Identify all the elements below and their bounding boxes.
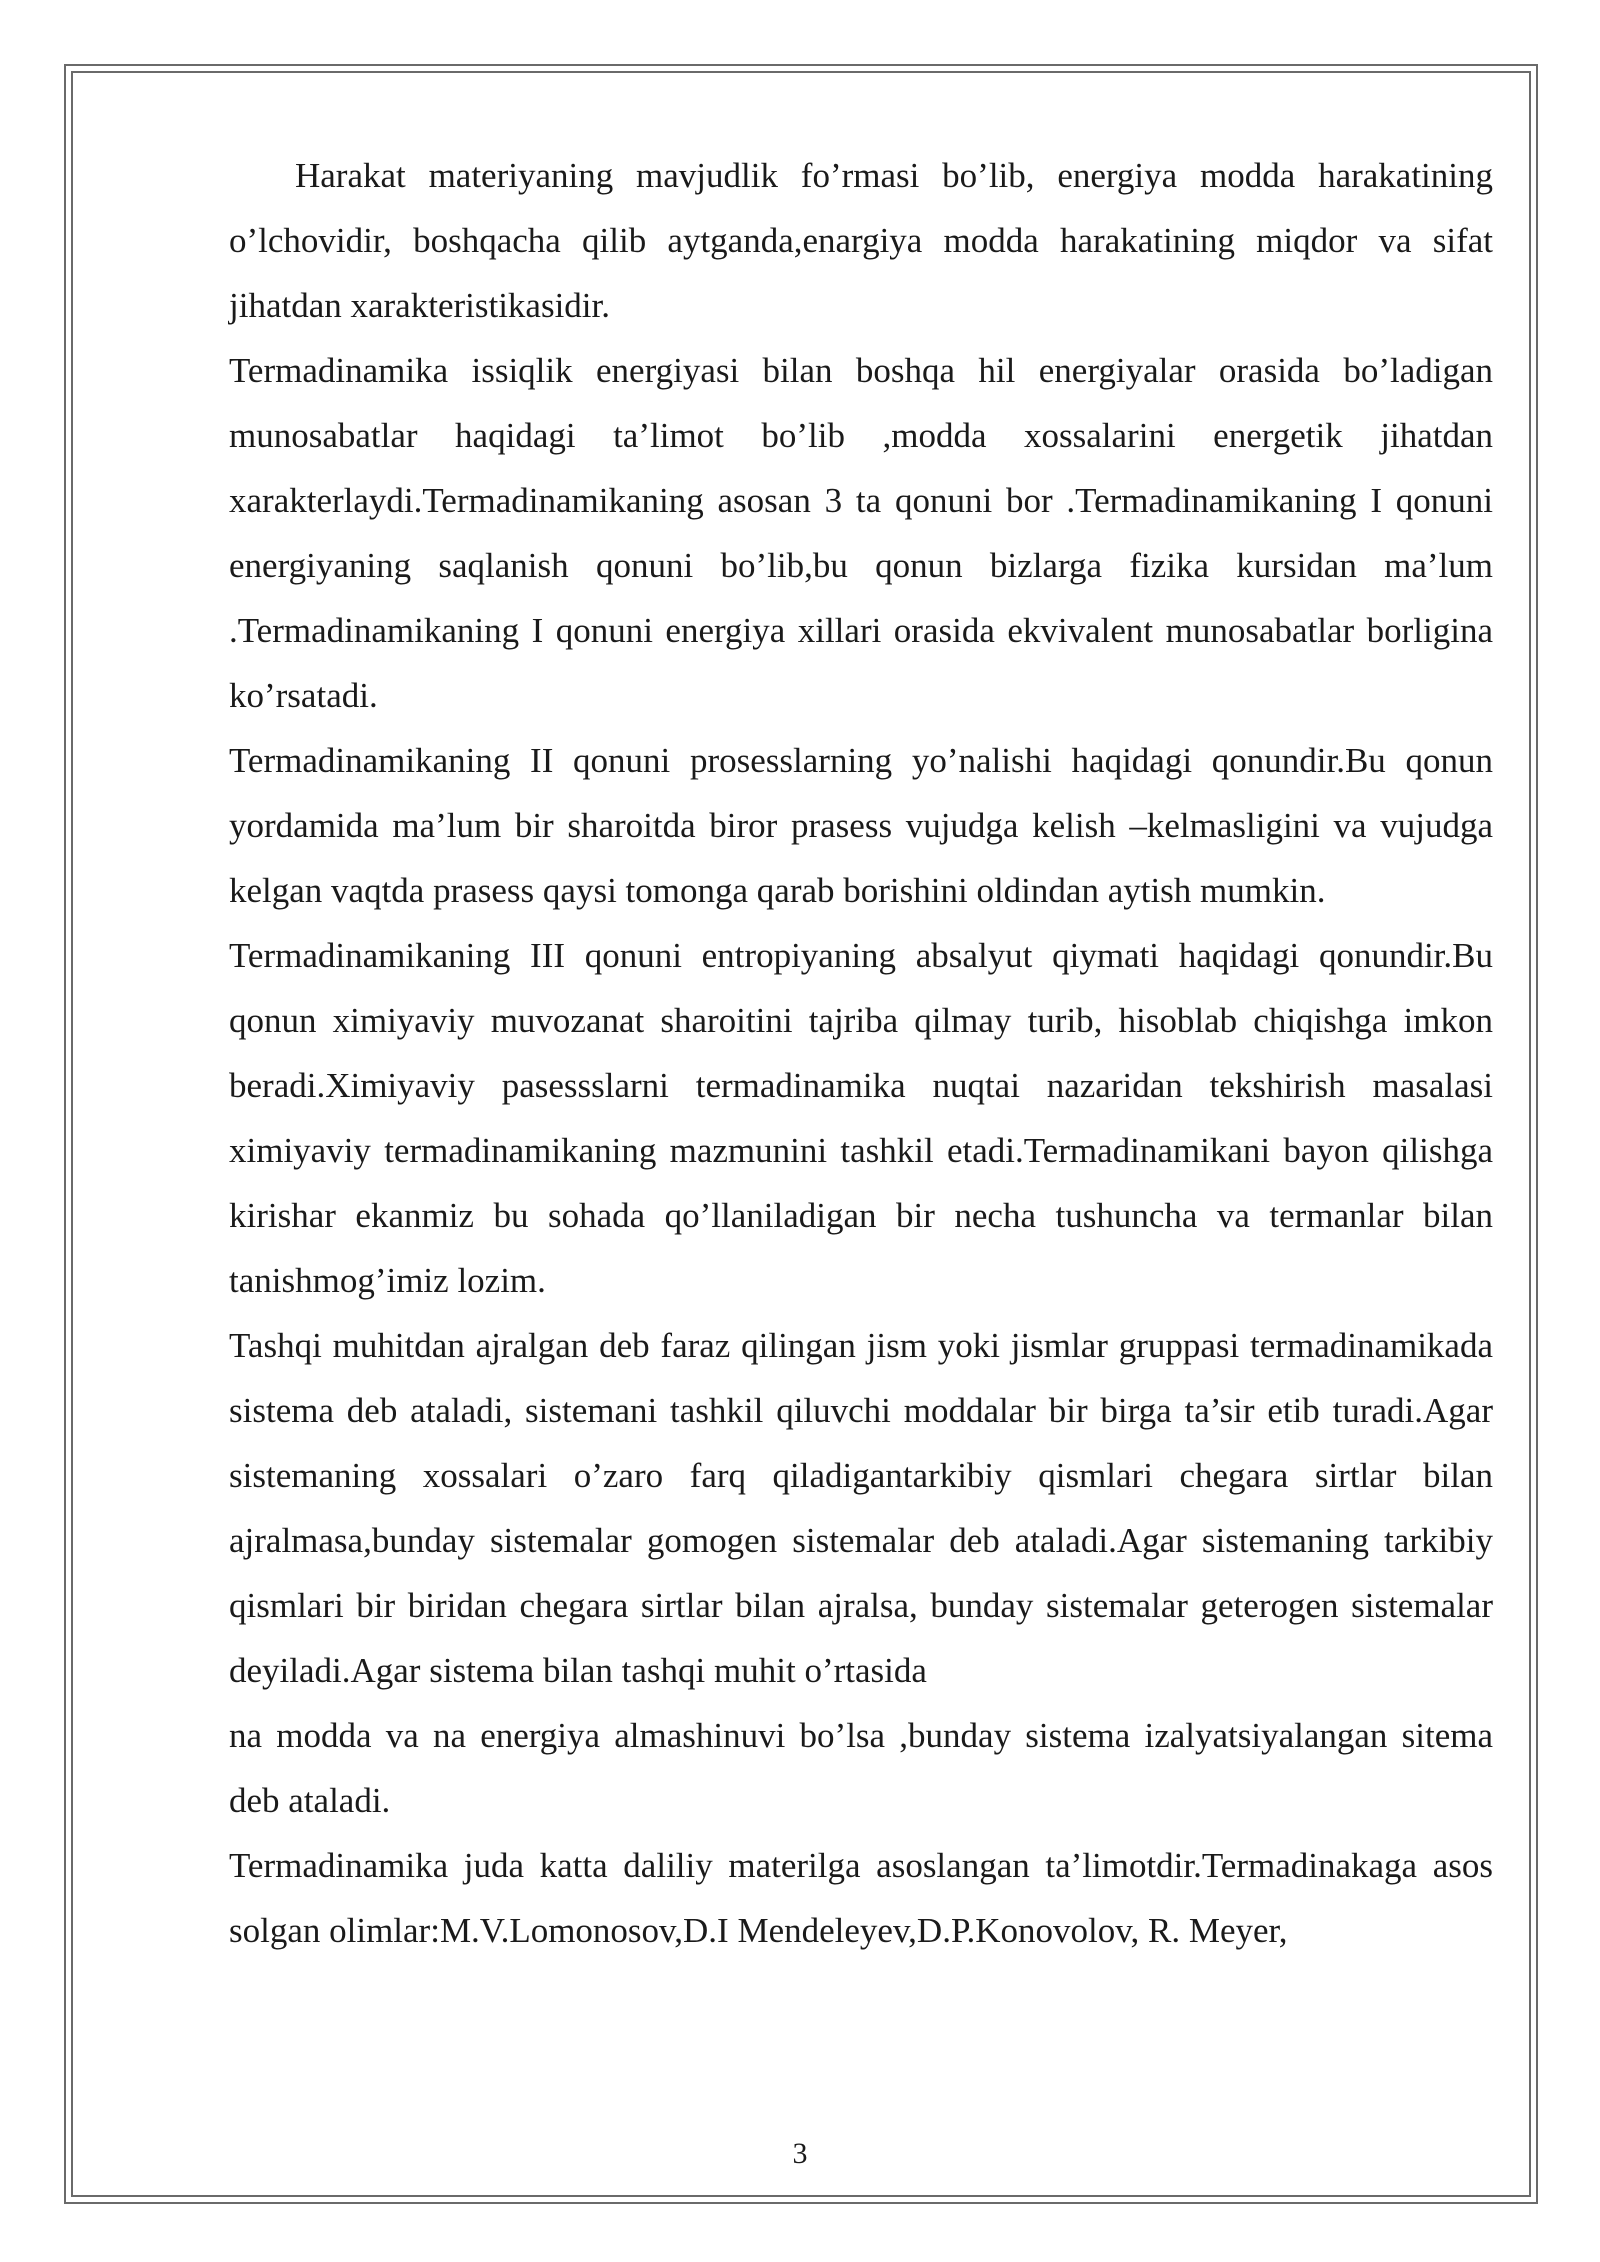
paragraph-system-definition: Tashqi muhitdan ajralgan deb faraz qilingan jism yoki jismlar gruppasi termadinamikada sistema deb ataladi, sistemani tashkil qiluvchi moddalar bir birga ta’sir etib turadi.Agar sistemaning xossalari o’zaro farq qiladigantarkibiy qismlari chegara sirtlar bilan ajralmasa,bunday sistemalar gomogen sistemalar deb ataladi.Agar sistemaning tarkibiy qismlari bir biridan chegara sirtlar bilan ajralsa, bunday sistemalar geterogen sistemalar deyiladi.Agar sistema bilan tashqi muhit o’rtasida (229, 1326, 1493, 1690)
paragraph-founders: Termadinamika juda katta daliliy materilga asoslangan ta’limotdir.Termadinakaga asos solgan olimlar:M.V.Lomonosov,D.I Mendeleyev,D.P.Konovolov, R. Meyer, (229, 1846, 1493, 1950)
page-number: 3 (792, 2137, 808, 2170)
paragraph-isolated-system: na modda va na energiya almashinuvi bo’lsa ,bunday sistema izalyatsiyalangan sitema deb ataladi. (229, 1716, 1493, 1820)
document-body (229, 143, 1493, 1963)
paragraph-intro: Harakat materiyaning mavjudlik fo’rmasi bo’lib, energiya modda harakatining o’lchovidir, boshqacha qilib aytganda,enargiya modda harakatining miqdor va sifat jihatdan xarakteristikasidir. (229, 156, 1493, 325)
paragraph-third-law: Termadinamikaning III qonuni entropiyaning absalyut qiymati haqidagi qonundir.Bu qonun ximiyaviy muvozanat sharoitini tajriba qilmay turib, hisoblab chiqishga imkon beradi.Ximiyaviy pasessslarni termadinamika nuqtai nazaridan tekshirish masalasi ximiyaviy termadinamikaning mazmunini tashkil etadi.Termadinamikani bayon qilishga kirishar ekanmiz bu sohada qo’llaniladigan bir necha tushuncha va termanlar bilan tanishmog’imiz lozim. (229, 936, 1493, 1300)
paragraph-second-law: Termadinamikaning II qonuni prosesslarning yo’nalishi haqidagi qonundir.Bu qonun yordamida ma’lum bir sharoitda biror prasess vujudga kelish –kelmasligini va vujudga kelgan vaqtda prasess qaysi tomonga qarab borishini oldindan aytish mumkin. (229, 741, 1493, 910)
paragraph-thermodynamics-definition: Termadinamika issiqlik energiyasi bilan boshqa hil energiyalar orasida bo’ladigan munosabatlar haqidagi ta’limot bo’lib ,modda xossalarini energetik jihatdan xarakterlaydi.Termadinamikaning asosan 3 ta qonuni bor .Termadinamikaning I qonuni energiyaning saqlanish qonuni bo’lib,bu qonun bizlarga fizika kursidan ma’lum .Termadinamikaning I qonuni energiya xillari orasida ekvivalent munosabatlar borligina ko’rsatadi. (229, 351, 1493, 715)
